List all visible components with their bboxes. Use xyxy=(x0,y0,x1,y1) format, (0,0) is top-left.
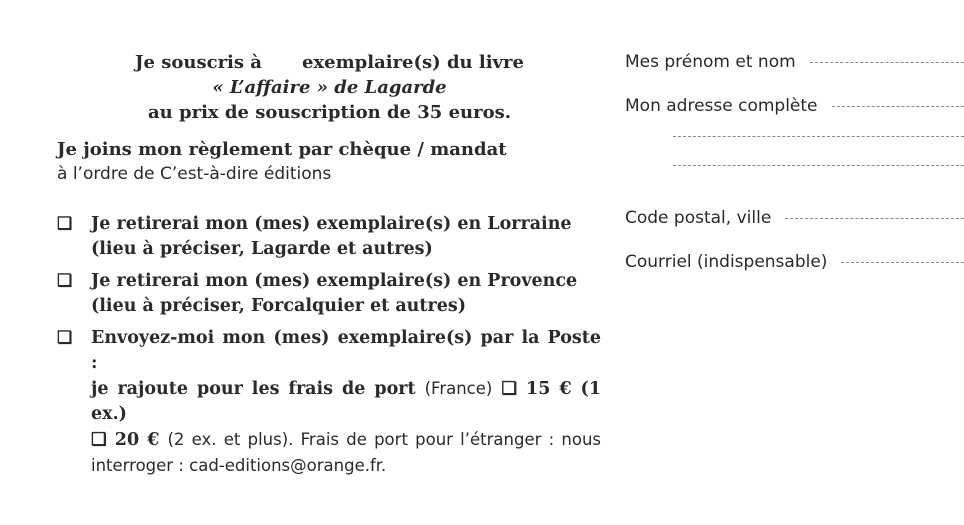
fee-20-option[interactable]: ❏ 20 € xyxy=(91,430,160,450)
checkbox-icon[interactable]: ❏ xyxy=(57,214,73,234)
address-label: Mon adresse complète xyxy=(625,96,818,116)
option-lorraine-text: Je retirerai mon (mes) exemplaire(s) en Lorraine xyxy=(91,214,572,234)
option-lorraine-detail: (lieu à préciser, Lagarde et autres) xyxy=(91,239,433,259)
price-text: au prix de souscription de 35 euros. xyxy=(147,102,511,123)
checkbox-icon[interactable]: ❏ xyxy=(57,271,73,291)
postal-line[interactable] xyxy=(785,218,964,219)
postal-field[interactable] xyxy=(625,208,964,233)
option-post-text: Envoyez-moi mon (mes) exemplaire(s) par la Poste : xyxy=(91,328,601,373)
postal-label: Code postal, ville xyxy=(625,208,772,228)
email-field[interactable] xyxy=(625,252,964,277)
option-provence[interactable] xyxy=(57,269,602,319)
address-line-2[interactable] xyxy=(625,140,964,165)
address-line-3[interactable] xyxy=(625,169,964,194)
option-lorraine[interactable] xyxy=(57,212,602,262)
option-provence-text: Je retirerai mon (mes) exemplaire(s) en Provence xyxy=(91,271,578,291)
payment-info xyxy=(57,137,602,187)
copies-text: exemplaire(s) du livre xyxy=(301,52,524,73)
option-provence-detail: (lieu à préciser, Forcalquier et autres) xyxy=(91,296,466,316)
checkbox-icon[interactable]: ❏ xyxy=(57,328,73,348)
email-line[interactable] xyxy=(841,262,964,263)
book-title: « L’affaire » de Lagarde xyxy=(212,77,447,98)
address-field[interactable] xyxy=(625,96,964,121)
payment-payee: à l’ordre de C’est-à-dire éditions xyxy=(57,164,332,184)
address-line-3-input[interactable] xyxy=(673,165,964,166)
subscribe-text: Je souscris à xyxy=(135,52,262,73)
subscription-form-left xyxy=(57,50,602,486)
name-field[interactable] xyxy=(625,52,964,77)
name-line[interactable] xyxy=(810,62,964,63)
fee-15-option[interactable]: ❏ 15 € (1 ex.) xyxy=(91,379,602,424)
delivery-options xyxy=(57,212,602,479)
email-label: Courriel (indispensable) xyxy=(625,252,828,272)
header-line-1 xyxy=(57,50,602,75)
option-post[interactable] xyxy=(57,326,602,479)
subscription-header xyxy=(57,50,602,125)
address-line-2-input[interactable] xyxy=(673,136,964,137)
contact-form xyxy=(625,52,964,296)
payment-method: Je joins mon règlement par chèque / mandat xyxy=(57,139,507,160)
france-text: (France) xyxy=(424,379,493,398)
foreign-shipping-text: (2 ex. et plus). Frais de port pour l’étranger : nous interroger : cad-editions@orange.fr. xyxy=(91,430,602,475)
shipping-fee-text: je rajoute pour les frais de port xyxy=(91,379,416,399)
address-line[interactable] xyxy=(832,106,964,107)
name-label: Mes prénom et nom xyxy=(625,52,796,72)
